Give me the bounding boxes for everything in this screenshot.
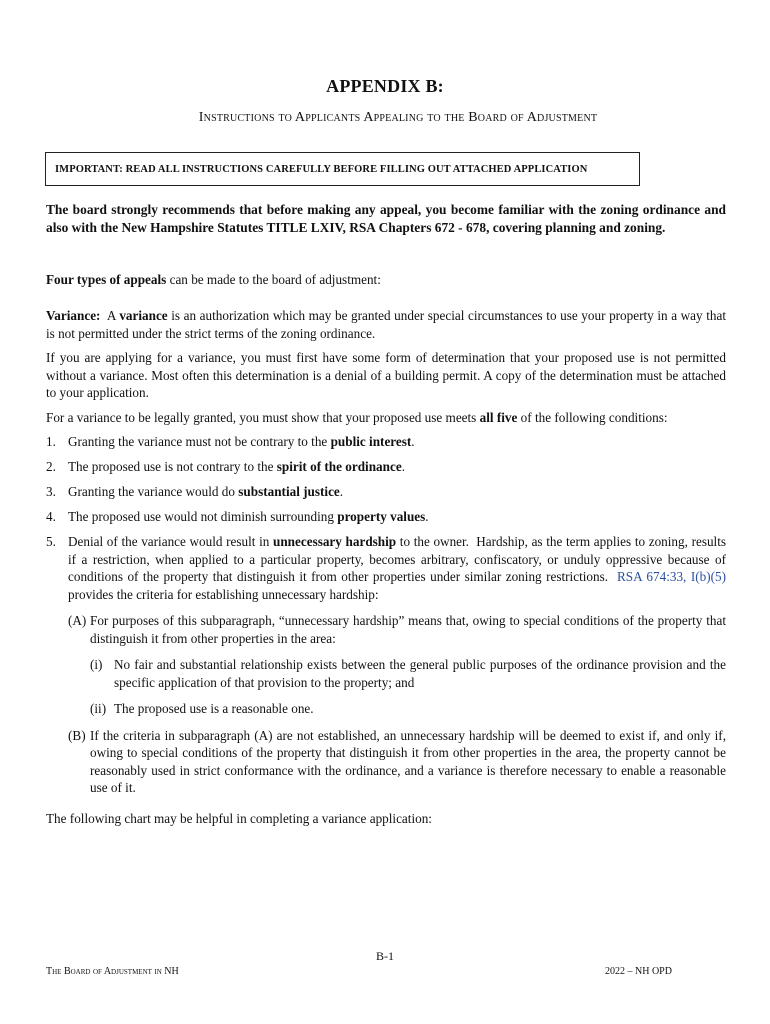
- condition-text: Denial of the variance would result in: [68, 534, 274, 549]
- conditions-list: [46, 433, 730, 804]
- roman-item-ii: [46, 700, 726, 718]
- roman-text: The proposed use is a reasonable one.: [114, 701, 314, 716]
- condition-item-hardship: [46, 533, 730, 797]
- appendix-subtitle: Instructions to Applicants Appealing to the Board of Adjustment: [198, 110, 598, 125]
- subparagraph-a: [46, 612, 726, 647]
- condition-bold: spirit of the ordinance: [276, 459, 402, 474]
- subparagraph-a-text: For purposes of this subparagraph, “unnecessary hardship” means that, owing to special conditions of the property that distinguish it from other properties in the area:: [90, 613, 726, 646]
- condition-item: [46, 508, 726, 526]
- legally-pre: For a variance to be legally granted, you must show that your proposed use meets: [46, 410, 480, 425]
- roman-label: (i): [90, 657, 103, 672]
- subparagraph-b: [46, 727, 726, 797]
- variance-term: variance: [119, 308, 168, 323]
- subparagraph-b-text: If the criteria in subparagraph (A) are not established, an unnecessary hardship will be deemed to exist if, and only if, owing to special conditions of the property that distinguish it from other properties in the area, the property cannot be reasonably used in strict conformance with the ordinance, and a variance is therefore necessary to enable a reasonable use of it.: [90, 727, 726, 795]
- roman-label: (ii): [90, 701, 107, 716]
- appeal-types-line: [46, 271, 726, 289]
- condition-item: [46, 458, 726, 476]
- condition-post: .: [411, 434, 415, 449]
- condition-number: 4.: [46, 509, 56, 524]
- condition-number: 3.: [46, 484, 56, 499]
- condition-text: The proposed use is not contrary to the: [68, 459, 277, 474]
- condition-item: [46, 433, 726, 451]
- condition-number: 5.: [46, 534, 56, 549]
- condition-item: [46, 483, 726, 501]
- intro-paragraph: The board strongly recommends that before making any appeal, you become familiar with the zoning ordinance and also with the New Hampshire Statutes TITLE LXIV, RSA Chapters 672 - 678, covering planning and zoning.: [46, 202, 726, 235]
- condition-bold: property values: [337, 509, 426, 524]
- applying-paragraph: If you are applying for a variance, you must first have some form of determination that your proposed use is not permitted without a variance. Most often this determination is a denial of a building permit. A copy of the determination must be attached to your application.: [46, 350, 726, 400]
- important-notice-box: IMPORTANT: READ ALL INSTRUCTIONS CAREFULLY BEFORE FILLING OUT ATTACHED APPLICATION: [45, 152, 640, 186]
- appeal-types-rest: can be made to the board of adjustment:: [166, 272, 381, 287]
- condition-bold: public interest: [330, 434, 412, 449]
- condition-post: .: [339, 484, 344, 499]
- appendix-title: APPENDIX B:: [326, 76, 444, 96]
- condition-post: provides the criteria for establishing unnecessary hardship:: [68, 586, 379, 602]
- roman-text: No fair and substantial relationship exists between the general public purposes of the ordinance provision and the specific application of that provision to the property; and: [114, 657, 726, 690]
- subparagraph-a-label: (A): [68, 613, 87, 628]
- footer-left: The Board of Adjustment in NH: [46, 966, 179, 977]
- roman-item-i: [46, 656, 726, 691]
- hardship-explanation: to the owner. Hardship, as the term applies to zoning, results if a restriction, when applied to a particular property, becomes arbitrary, confiscatory, or unduly oppressive because of conditions of the property that distinguish it from other properties under similar zoning restrictions.: [68, 534, 730, 584]
- condition-number: 1.: [46, 434, 56, 449]
- chart-note: The following chart may be helpful in completing a variance application:: [46, 811, 432, 826]
- rsa-674-33-link[interactable]: RSA 674:33, I(b)(5): [617, 569, 726, 584]
- variance-label: Variance:: [46, 308, 101, 323]
- condition-post: .: [425, 509, 429, 524]
- condition-text: Granting the variance must not be contrary to the: [68, 434, 331, 449]
- subparagraph-b-label: (B): [68, 727, 86, 743]
- condition-bold: substantial justice: [238, 484, 340, 499]
- legally-post: of the following conditions:: [517, 410, 668, 425]
- condition-text: The proposed use would not diminish surrounding: [68, 509, 338, 524]
- appeal-types-bold: Four types of appeals: [46, 272, 167, 287]
- variance-definition: [46, 307, 726, 342]
- condition-bold: unnecessary hardship: [273, 534, 397, 549]
- condition-text: Granting the variance would do: [68, 484, 239, 499]
- page-number: B-1: [376, 949, 394, 963]
- variance-rest: is an authorization which may be granted under special circumstances to use your property in a way that is not permitted under the strict terms of the zoning ordinance.: [46, 308, 726, 341]
- legally-granted-line: [46, 409, 726, 427]
- variance-pre: A: [100, 308, 120, 323]
- condition-number: 2.: [46, 459, 56, 474]
- footer-right: 2022 – NH OPD: [605, 966, 672, 977]
- condition-post: .: [401, 459, 405, 474]
- legally-bold: all five: [479, 410, 518, 425]
